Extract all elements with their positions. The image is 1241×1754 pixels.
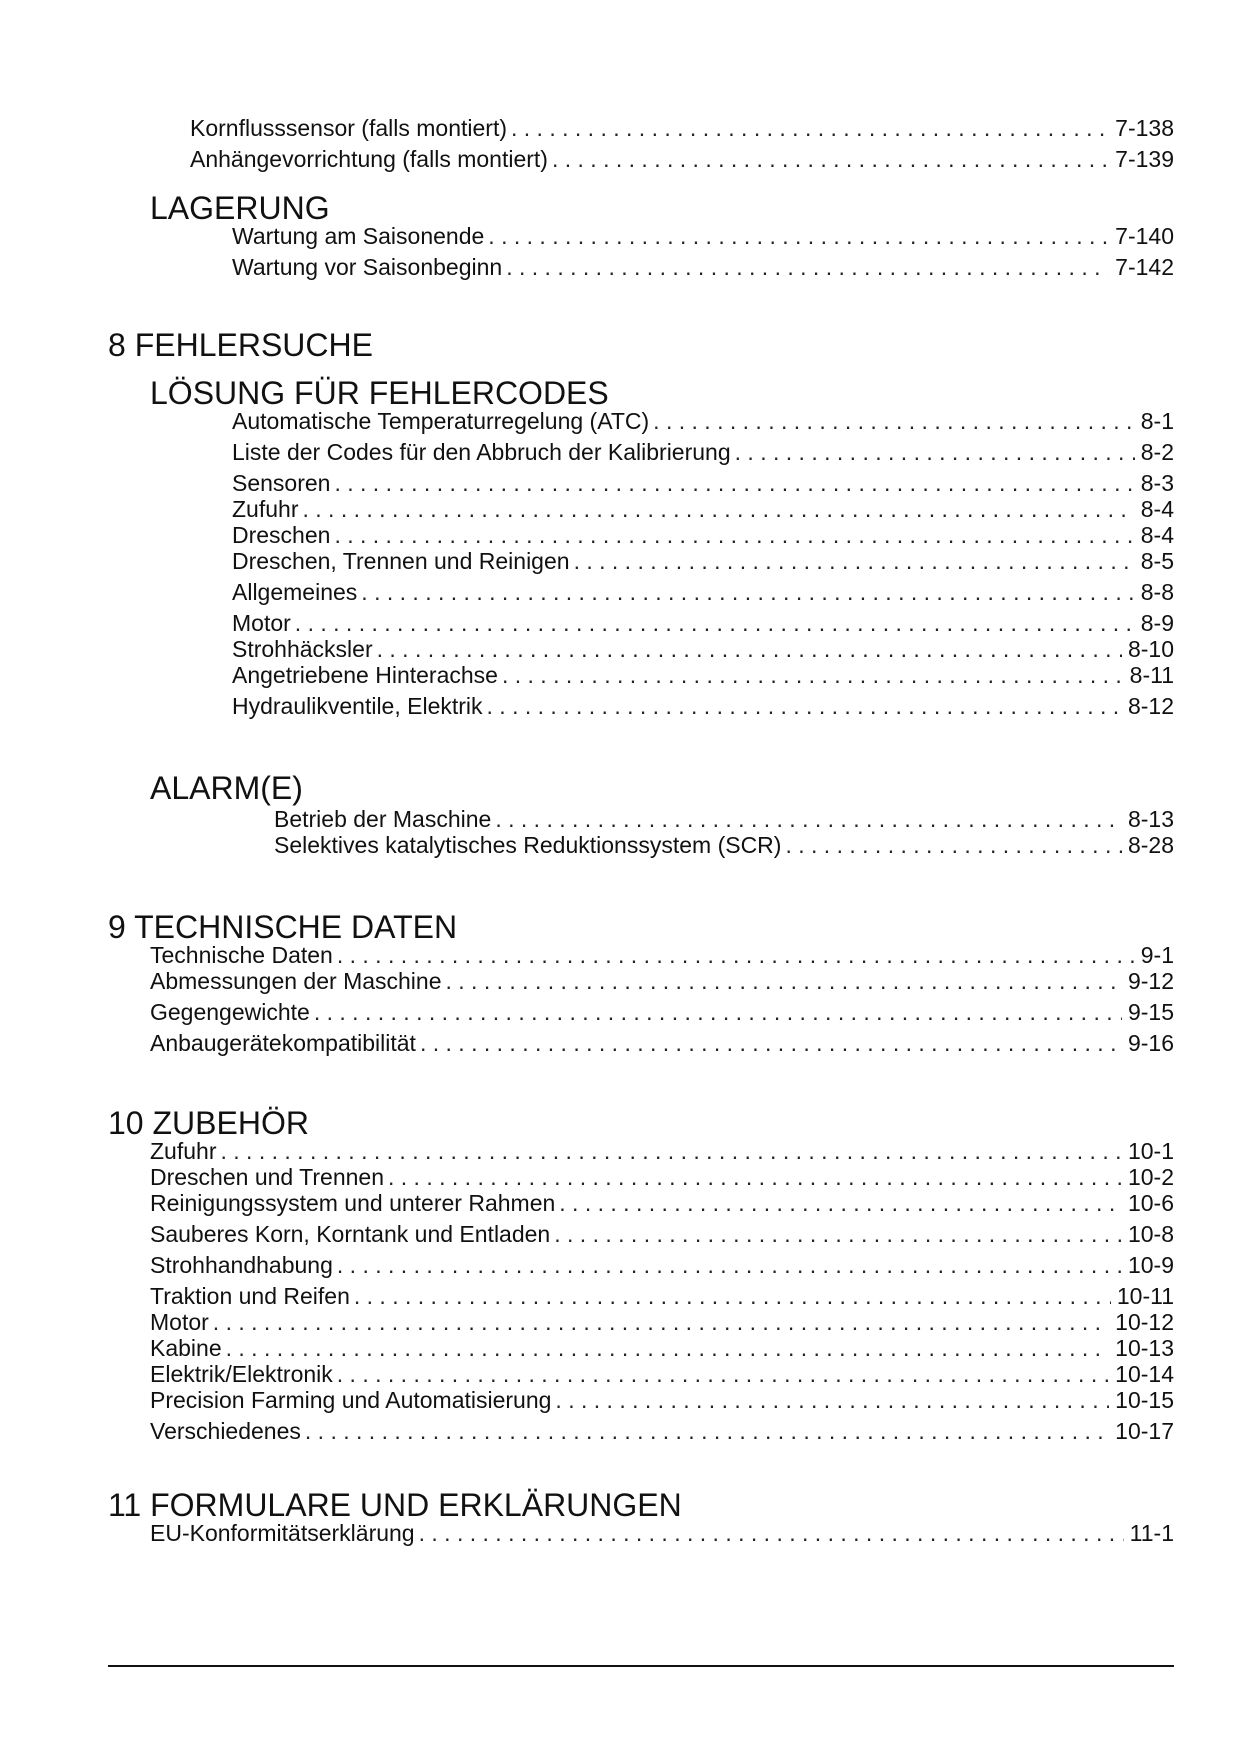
toc-entry[interactable] [232, 524, 1174, 547]
dot-leader [488, 225, 1109, 248]
toc-entry-title: Allgemeines [232, 579, 358, 605]
toc-entry-page: 9-15 [1127, 999, 1174, 1025]
toc-entry-title: Anhängevorrichtung (falls montiert) [190, 146, 548, 172]
dot-leader [295, 612, 1135, 635]
toc-entry-title: Betrieb der Maschine [274, 806, 492, 832]
toc-entry-title: Zufuhr [150, 1138, 217, 1164]
toc-entry-page: 8-28 [1127, 832, 1174, 858]
dot-leader [511, 117, 1109, 140]
toc-entry-page: 8-5 [1140, 548, 1174, 574]
toc-entry[interactable] [150, 1337, 1174, 1360]
toc-entry[interactable] [232, 498, 1174, 521]
toc-entry-title: Sensoren [232, 470, 331, 496]
chapter-heading-9: 9 TECHNISCHE DATEN [108, 909, 458, 945]
toc-entry-page: 10-15 [1115, 1387, 1174, 1413]
toc-entry[interactable] [150, 944, 1174, 967]
toc-entry-page: 11-1 [1129, 1520, 1174, 1546]
chapter-heading-8: 8 FEHLERSUCHE [108, 327, 373, 363]
toc-entry-title: Traktion und Reifen [150, 1283, 350, 1309]
toc-entry[interactable] [232, 612, 1174, 635]
toc-entry-page: 7-138 [1115, 115, 1174, 141]
toc-entry[interactable] [232, 550, 1174, 573]
toc-entry-page: 7-139 [1115, 146, 1174, 172]
toc-entry-title: Strohhäcksler [232, 636, 373, 662]
toc-entry[interactable] [150, 1254, 1174, 1277]
toc-entry-page: 10-9 [1127, 1252, 1174, 1278]
dot-leader [420, 1032, 1122, 1055]
toc-entry-title: Automatische Temperaturregelung (ATC) [232, 408, 650, 434]
dot-leader [226, 1337, 1110, 1360]
dot-leader [785, 834, 1122, 857]
toc-entry-page: 10-1 [1127, 1138, 1174, 1164]
toc-entry[interactable] [190, 148, 1174, 171]
toc-entry-page: 8-4 [1140, 496, 1174, 522]
toc-entry-title: Hydraulikventile, Elektrik [232, 693, 483, 719]
dot-leader [220, 1140, 1121, 1163]
toc-entry[interactable] [150, 1140, 1174, 1163]
dot-leader [213, 1311, 1109, 1334]
dot-leader [495, 808, 1122, 831]
dot-leader [302, 498, 1134, 521]
toc-entry[interactable] [274, 834, 1174, 857]
chapter-heading-11: 11 FORMULARE UND ERKLÄRUNGEN [108, 1487, 682, 1523]
toc-entry-page: 8-10 [1127, 636, 1174, 662]
dot-leader [314, 1001, 1122, 1024]
toc-entry-page: 10-13 [1115, 1335, 1174, 1361]
toc-entry-title: Precision Farming und Automatisierung [150, 1387, 552, 1413]
toc-entry-title: EU-Konformitätserklärung [150, 1520, 415, 1546]
dot-leader [552, 148, 1109, 171]
dot-leader [735, 441, 1135, 464]
dot-leader [305, 1420, 1109, 1443]
toc-entry-title: Elektrik/Elektronik [150, 1361, 333, 1387]
toc-entry-page: 9-16 [1127, 1030, 1174, 1056]
toc-entry-title: Verschiedenes [150, 1418, 301, 1444]
toc-entry-title: Dreschen [232, 522, 331, 548]
toc-entry-page: 10-6 [1127, 1190, 1174, 1216]
chapter-heading-10: 10 ZUBEHÖR [108, 1105, 309, 1141]
toc-entry-page: 10-2 [1127, 1164, 1174, 1190]
toc-entry[interactable] [232, 256, 1174, 279]
toc-entry-title: Zufuhr [232, 496, 299, 522]
toc-entry[interactable] [150, 1389, 1174, 1412]
toc-entry[interactable] [232, 581, 1174, 604]
toc-entry[interactable] [232, 441, 1174, 464]
toc-entry[interactable] [150, 1311, 1174, 1334]
toc-entry-page: 8-11 [1129, 662, 1174, 688]
toc-entry[interactable] [232, 664, 1174, 687]
dot-leader [377, 638, 1122, 661]
toc-entry-page: 8-13 [1127, 806, 1174, 832]
toc-entry[interactable] [232, 472, 1174, 495]
toc-entry[interactable] [150, 1192, 1174, 1215]
toc-entry[interactable] [274, 808, 1174, 831]
toc-entry-page: 10-14 [1115, 1361, 1174, 1387]
dot-leader [653, 410, 1135, 433]
toc-entry[interactable] [150, 1420, 1174, 1443]
toc-entry-page: 8-9 [1140, 610, 1174, 636]
toc-entry-title: Selektives katalytisches Reduktionssystem (SCR) [274, 832, 782, 858]
footer-divider [108, 1665, 1174, 1667]
toc-entry[interactable] [232, 638, 1174, 661]
toc-entry-title: Motor [150, 1309, 209, 1335]
toc-entry-title: Sauberes Korn, Korntank und Entladen [150, 1221, 551, 1247]
toc-entry[interactable] [150, 1223, 1174, 1246]
toc-entry-title: Liste der Codes für den Abbruch der Kalibrierung [232, 439, 731, 465]
toc-entry-title: Kornflusssensor (falls montiert) [190, 115, 507, 141]
toc-entry[interactable] [150, 1032, 1174, 1055]
toc-entry-page: 9-1 [1140, 942, 1174, 968]
toc-entry[interactable] [150, 970, 1174, 993]
toc-entry-page: 8-12 [1127, 693, 1174, 719]
dot-leader [574, 550, 1135, 573]
dot-leader [337, 1363, 1109, 1386]
toc-entry-title: Motor [232, 610, 291, 636]
toc-entry[interactable] [190, 117, 1174, 140]
toc-entry-title: Wartung vor Saisonbeginn [232, 254, 503, 280]
dot-leader [354, 1285, 1111, 1308]
toc-entry[interactable] [150, 1363, 1174, 1386]
section-heading-lagerung: LAGERUNG [150, 190, 330, 226]
toc-entry-title: Gegengewichte [150, 999, 310, 1025]
toc-entry-title: Dreschen und Trennen [150, 1164, 384, 1190]
toc-entry[interactable] [150, 1285, 1174, 1308]
dot-leader [559, 1192, 1122, 1215]
dot-leader [334, 472, 1134, 495]
dot-leader [487, 695, 1122, 718]
dot-leader [506, 256, 1109, 279]
toc-entry-title: Strohhandhabung [150, 1252, 333, 1278]
toc-entry-page: 9-12 [1127, 968, 1174, 994]
dot-leader [388, 1166, 1122, 1189]
dot-leader [502, 664, 1124, 687]
dot-leader [337, 944, 1135, 967]
toc-entry[interactable] [232, 410, 1174, 433]
section-heading-fehlercodes: LÖSUNG FÜR FEHLERCODES [150, 375, 609, 411]
section-heading-alarm: ALARM(E) [150, 770, 303, 806]
toc-entry-page: 7-140 [1115, 223, 1174, 249]
toc-entry-title: Wartung am Saisonende [232, 223, 485, 249]
toc-entry-page: 8-8 [1140, 579, 1174, 605]
toc-entry-title: Reinigungssystem und unterer Rahmen [150, 1190, 556, 1216]
dot-leader [554, 1223, 1122, 1246]
toc-entry-title: Angetriebene Hinterachse [232, 662, 498, 688]
toc-entry-page: 8-2 [1140, 439, 1174, 465]
toc-entry[interactable] [232, 695, 1174, 718]
toc-entry-title: Abmessungen der Maschine [150, 968, 442, 994]
toc-entry-page: 8-3 [1140, 470, 1174, 496]
toc-entry[interactable] [232, 225, 1174, 248]
toc-entry-title: Dreschen, Trennen und Reinigen [232, 548, 570, 574]
toc-entry[interactable] [150, 1166, 1174, 1189]
toc-entry-page: 7-142 [1115, 254, 1174, 280]
dot-leader [419, 1522, 1124, 1545]
dot-leader [334, 524, 1134, 547]
toc-entry-page: 8-4 [1140, 522, 1174, 548]
toc-entry-title: Anbaugerätekompatibilität [150, 1030, 416, 1056]
toc-entry-title: Technische Daten [150, 942, 333, 968]
toc-entry-page: 8-1 [1140, 408, 1174, 434]
toc-entry[interactable] [150, 1522, 1174, 1545]
dot-leader [446, 970, 1122, 993]
toc-entry-page: 10-17 [1115, 1418, 1174, 1444]
toc-entry-page: 10-11 [1116, 1283, 1174, 1309]
dot-leader [555, 1389, 1109, 1412]
toc-entry-title: Kabine [150, 1335, 222, 1361]
toc-entry-page: 10-8 [1127, 1221, 1174, 1247]
toc-entry-page: 10-12 [1115, 1309, 1174, 1335]
dot-leader [361, 581, 1134, 604]
dot-leader [337, 1254, 1122, 1277]
toc-entry[interactable] [150, 1001, 1174, 1024]
